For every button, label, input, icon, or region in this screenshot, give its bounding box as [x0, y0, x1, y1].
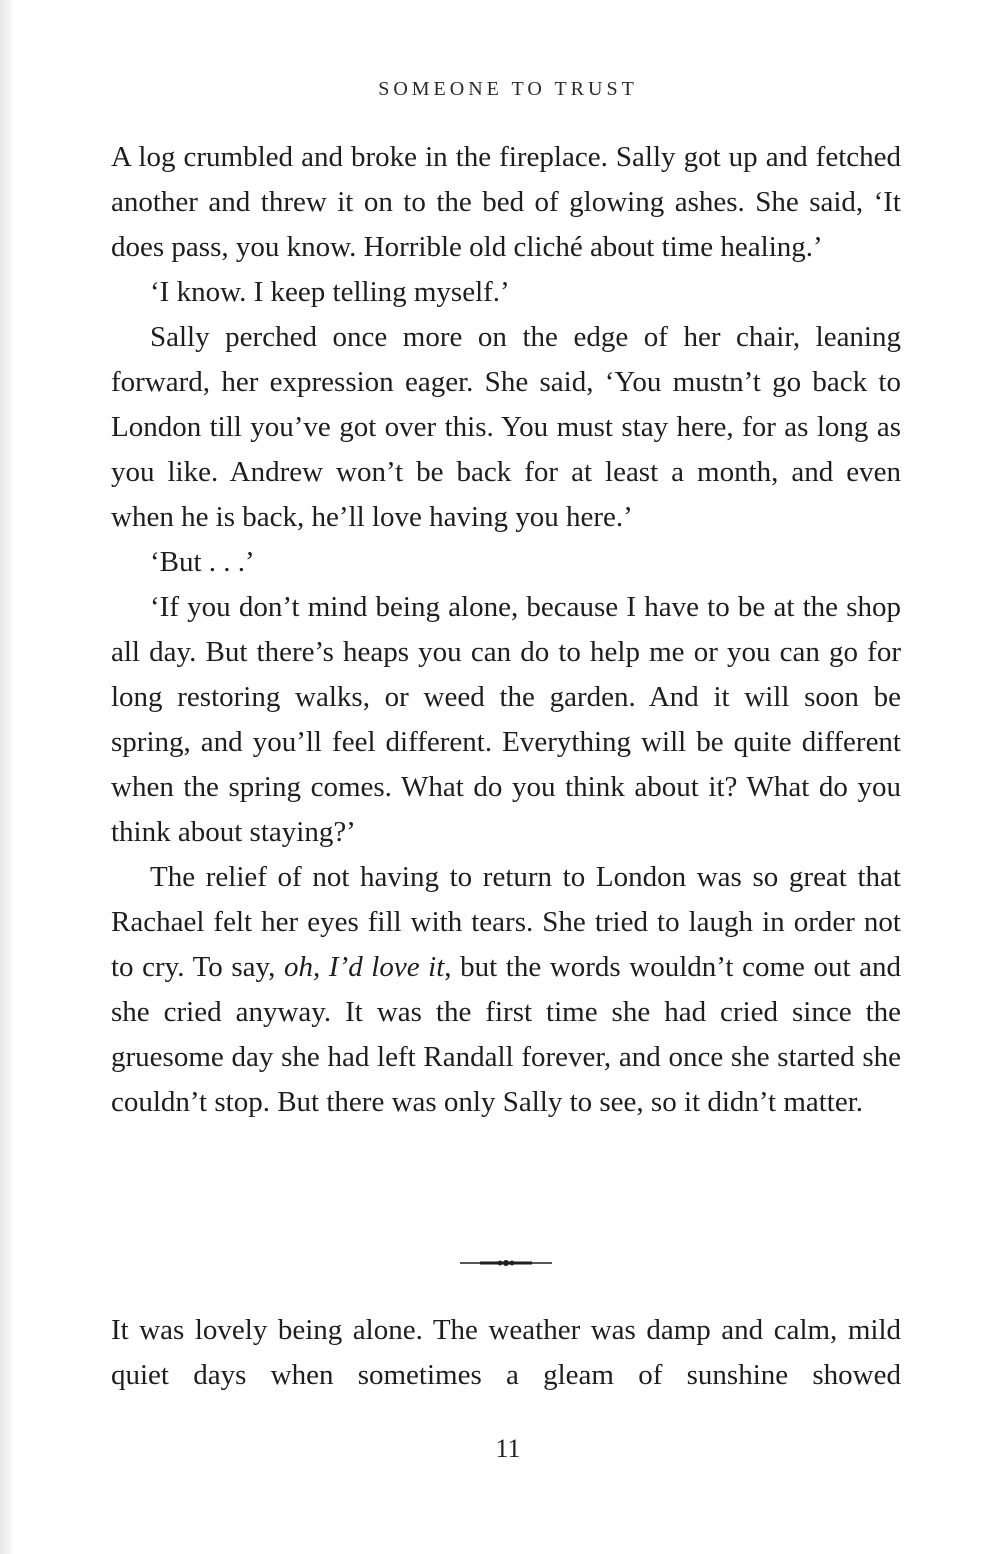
page-number: 11 — [495, 1434, 521, 1463]
page-gutter-shadow — [0, 0, 14, 1554]
paragraph-6-italic: oh, I’d love it — [284, 951, 445, 983]
paragraph-6 — [111, 855, 901, 1125]
paragraph-1: A log crumbled and broke in the fireplace. Sally got up and fetched another and threw it on to the bed of glowing ashes. She said, ‘It does pass, you know. Horrible old cliché about time healing.’ — [111, 141, 901, 263]
body-text — [111, 135, 901, 1125]
body-text-after-break — [111, 1308, 901, 1398]
paragraph-3: Sally perched once more on the edge of her chair, leaning forward, her expression eager. She said, ‘You mustn’t go back to London till you’ve got over this. You must stay here, for as long as you like. Andrew won’t be back for at least a month, and even when he is back, he’ll love having you here.’ — [111, 321, 901, 533]
paragraph-5: ‘If you don’t mind being alone, because I have to be at the shop all day. But there’s heaps you can do to help me or you can go for long restoring walks, or weed the garden. And it will soon be spring, and you’ll feel different. Everything will be quite different when the spring comes. What do you think about it? What do you think about staying?’ — [111, 591, 901, 848]
section-break-paragraph: It was lovely being alone. The weather was damp and calm, mild quiet days when sometimes a gleam of sunshine showed — [111, 1314, 901, 1391]
paragraph-2: ‘I know. I keep telling myself.’ — [150, 276, 510, 308]
running-head: SOMEONE TO TRUST — [378, 78, 638, 100]
section-break-ornament — [460, 1256, 552, 1270]
paragraph-6-after: , but the words wouldn’t come out and she cried anyway. It was the first time she had cried since the gruesome day she had left Randall forever, and once she started she couldn’t stop. But there was only Sally to see, so it didn’t matter. — [111, 951, 901, 1118]
paragraph-6-before: The relief of not having to return to London was so great that Rachael felt her eyes fill with tears. She tried to laugh in order not to cry. To say, — [111, 861, 901, 983]
paragraph-4: ‘But . . .’ — [150, 546, 255, 578]
